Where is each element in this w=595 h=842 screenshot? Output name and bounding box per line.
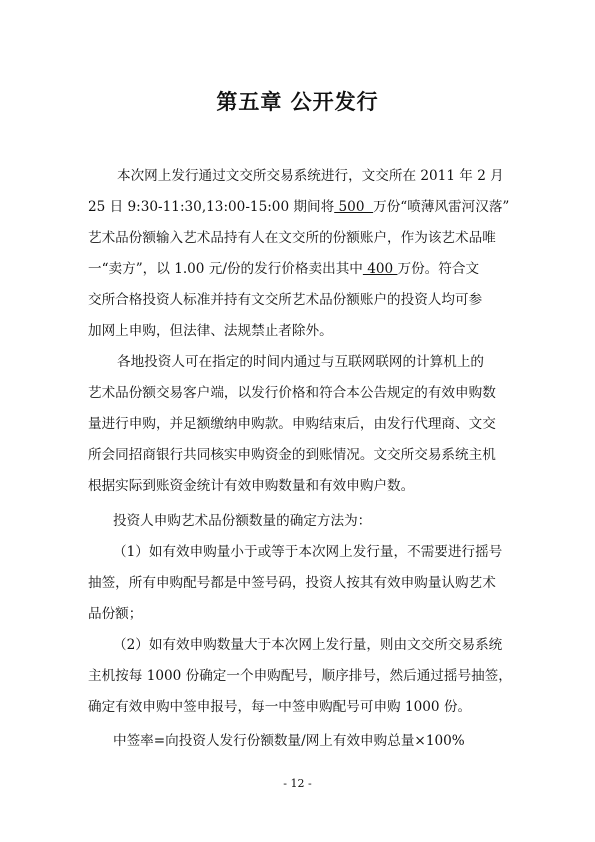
p1-line-5: 交所合格投资人标准并持有文交所艺术品份额账户的投资人均可参 [88, 292, 483, 308]
chapter-title: 第五章 公开发行 [216, 90, 379, 114]
issue-quantity-underlined: 500 [334, 199, 374, 215]
p1-line-2-text-b: 万份“喷薄风雷河汉落” [373, 199, 510, 215]
p1-line-4-text-a: 一“卖方”，以 1.00 元/份的发行价格卖出其中 [88, 261, 363, 277]
p1-line-2 [88, 197, 520, 217]
p1-line-3: 艺术品份额输入艺术品持有人在文交所的份额账户，作为该艺术品唯 [88, 230, 496, 246]
p2-line-5: 根据实际到账资金统计有效申购数量和有效申购户数。 [88, 478, 415, 494]
p1-line-6: 加网上申购，但法律、法规禁止者除外。 [88, 323, 333, 339]
p1-line-2-text-a: 25 日 9:30-11:30,13:00-15:00 期间将 [88, 199, 335, 215]
p1-line-4-text-b: 万份。符合文 [397, 261, 480, 277]
p4-line-3: 品份额； [88, 606, 143, 622]
p3-line-1: 投资人申购艺术品份额数量的确定方法为： [113, 513, 372, 529]
p2-line-3: 量进行申购，并足额缴纳申购款。申购结束后，由发行代理商、文交 [88, 416, 496, 432]
p1-line-4 [88, 259, 520, 279]
p5-line-1: （2）如有效申购数量大于本次网上发行量，则由文交所交易系统 [113, 637, 503, 653]
formula-line: 中签率=向投资人发行份额数量/网上有效申购总量×100% [113, 733, 465, 749]
page-number: - 12 - [283, 777, 312, 790]
p1-line-1: 本次网上发行通过文交所交易系统进行，文交所在 2011 年 2 月 [117, 168, 504, 184]
p2-line-1: 各地投资人可在指定的时间内通过与互联网联网的计算机上的 [117, 354, 485, 370]
p2-line-2: 艺术品份额交易客户端，以发行价格和符合本公告规定的有效申购数 [88, 385, 496, 401]
p5-line-3: 确定有效申购中签申报号，每一中签申购配号可申购 1000 份。 [88, 699, 472, 715]
p5-line-2: 主机按每 1000 份确定一个申购配号，顺序排号，然后通过摇号抽签， [88, 668, 512, 684]
sale-quantity-underlined: 400 [362, 261, 398, 277]
p4-line-2: 抽签，所有申购配号都是中签号码，投资人按其有效申购量认购艺术 [88, 575, 496, 591]
p2-line-4: 所会同招商银行共同核实申购资金的到账情况。文交所交易系统主机 [88, 447, 496, 463]
p4-line-1: （1）如有效申购量小于或等于本次网上发行量，不需要进行摇号 [113, 544, 503, 560]
